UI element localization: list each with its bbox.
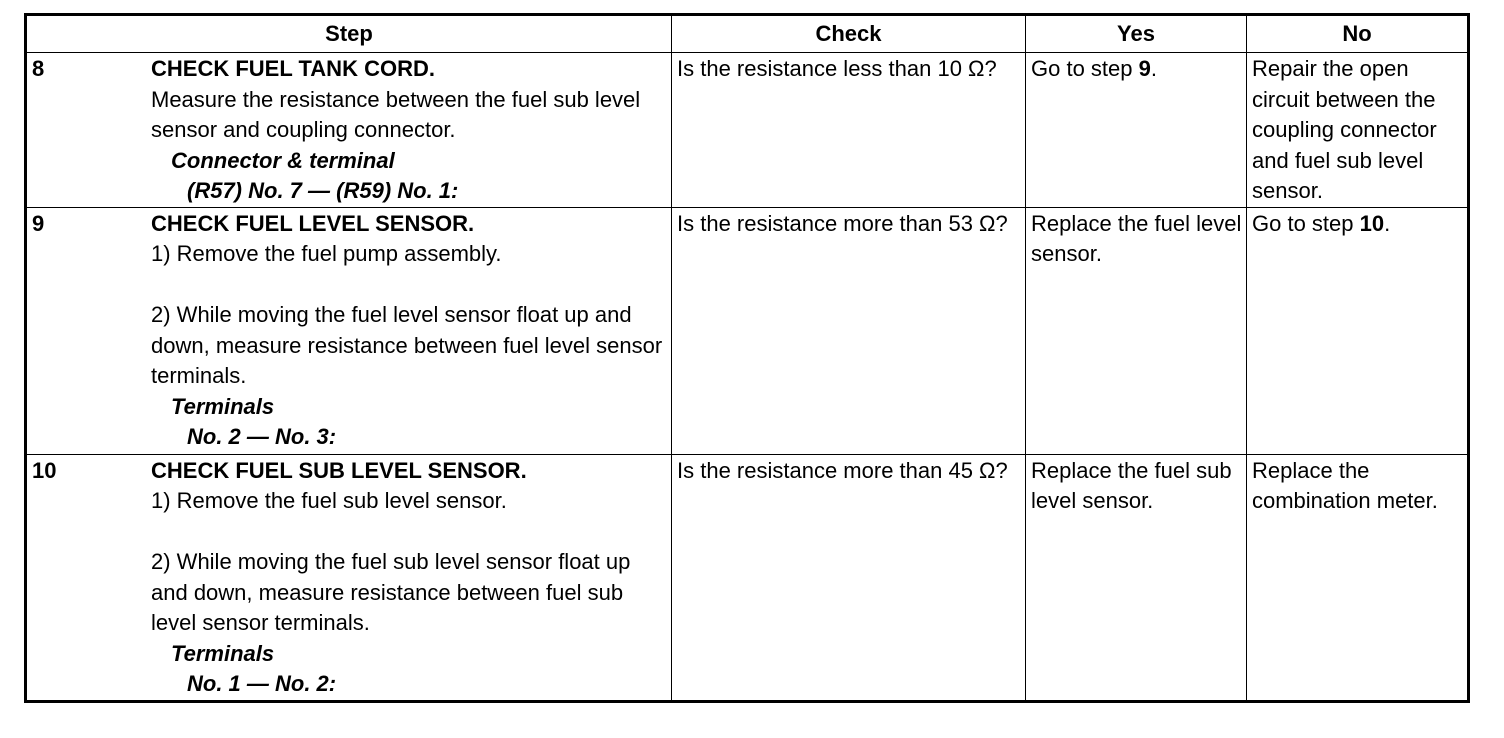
diagnostic-table: [24, 13, 1470, 703]
step-instruction-2: 2) While moving the fuel sub level sensor float up and down, measure resistance between fuel sub level sensor terminals.: [151, 549, 631, 635]
yes-text: [1026, 53, 1246, 85]
check-text: Is the resistance less than 10 Ω?: [677, 56, 997, 81]
table-row: [26, 207, 1469, 454]
step-number: 10: [32, 457, 57, 483]
yes-cell: [1026, 454, 1247, 701]
step-instruction: Measure the resistance between the fuel sub level sensor and coupling connector.: [151, 86, 641, 142]
step-instruction-1: 1) Remove the fuel sub level sensor.: [151, 488, 507, 513]
connector-label: Connector & terminal: [171, 147, 395, 173]
connector-value: (R57) No. 7 — (R59) No. 1:: [187, 178, 459, 203]
yes-text: Replace the fuel level sensor.: [1031, 210, 1242, 266]
terminals-value: No. 1 — No. 2:: [187, 671, 337, 696]
header-check: Check: [672, 15, 1026, 53]
no-cell: [1247, 454, 1469, 701]
check-cell: [672, 207, 1026, 454]
step-number: 9: [32, 210, 45, 236]
header-yes: Yes: [1026, 15, 1247, 53]
terminals-label: Terminals: [171, 640, 275, 666]
step-heading: CHECK FUEL TANK CORD.: [151, 56, 435, 81]
no-cell: [1247, 207, 1469, 454]
header-no: No: [1247, 15, 1469, 53]
step-heading: CHECK FUEL LEVEL SENSOR.: [151, 210, 475, 236]
check-cell: [672, 454, 1026, 701]
table-row: [26, 53, 1469, 208]
no-text: Repair the open circuit between the coupling connector and fuel sub level sensor.: [1252, 56, 1437, 203]
yes-prefix: Go to step: [1031, 56, 1139, 81]
no-text: [1247, 208, 1467, 240]
step-cell: [26, 207, 672, 454]
no-step-link: 10: [1359, 210, 1385, 236]
step-number: 8: [32, 56, 45, 81]
no-cell: [1247, 53, 1469, 208]
yes-step-link: 9: [1138, 56, 1151, 81]
table-row: [26, 454, 1469, 701]
yes-text: Replace the fuel sub level sensor.: [1031, 457, 1232, 513]
yes-suffix: .: [1150, 56, 1157, 81]
check-text: Is the resistance more than 45 Ω?: [677, 457, 1008, 483]
header-step: Step: [26, 15, 672, 53]
yes-cell: [1026, 207, 1247, 454]
step-cell: [26, 53, 672, 208]
no-prefix: Go to step: [1252, 210, 1360, 236]
step-instruction-2: 2) While moving the fuel level sensor float up and down, measure resistance between fuel level sensor terminals.: [151, 302, 663, 388]
step-cell: [26, 454, 672, 701]
check-text: Is the resistance more than 53 Ω?: [677, 210, 1008, 236]
terminals-label: Terminals: [171, 393, 275, 419]
step-heading: CHECK FUEL SUB LEVEL SENSOR.: [151, 457, 527, 483]
no-text: Replace the combination meter.: [1252, 457, 1438, 513]
step-instruction-1: 1) Remove the fuel pump assembly.: [151, 241, 502, 266]
terminals-value: No. 2 — No. 3:: [187, 424, 337, 449]
header-row: [26, 15, 1469, 53]
no-suffix: .: [1384, 210, 1391, 236]
check-cell: [672, 53, 1026, 208]
yes-cell: [1026, 53, 1247, 208]
